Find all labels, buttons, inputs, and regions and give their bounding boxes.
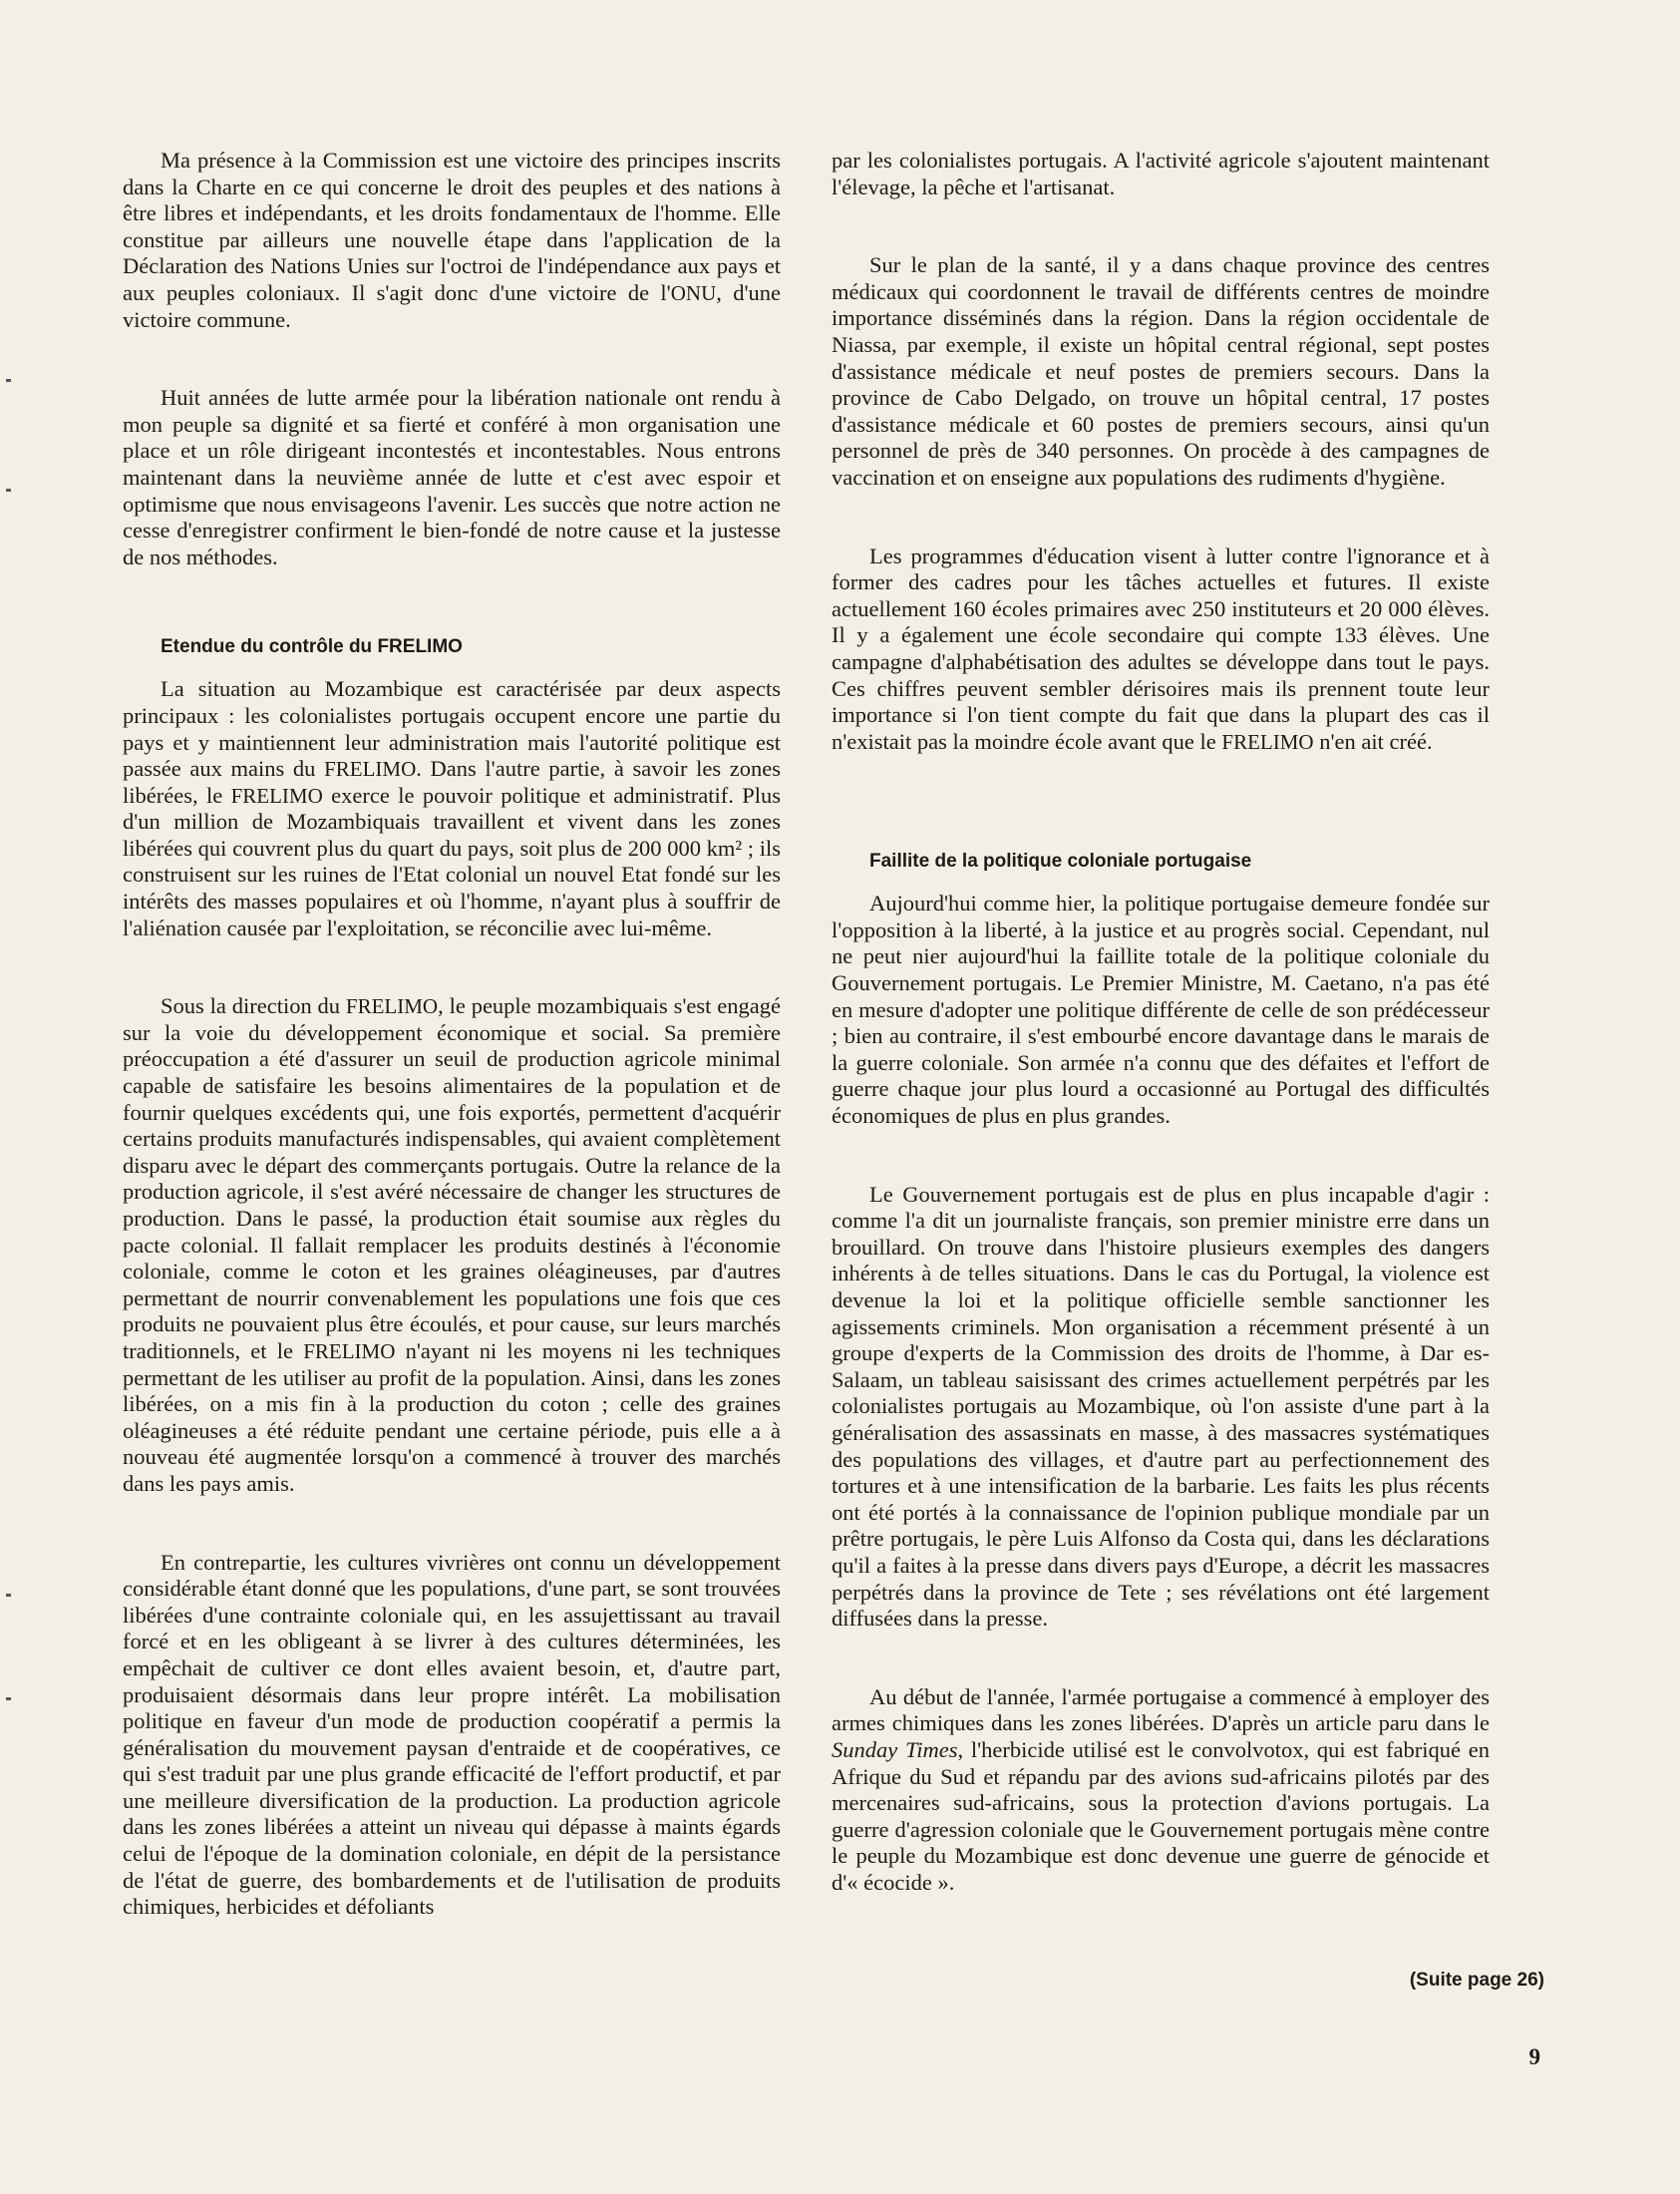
paragraph: Sur le plan de la santé, il y a dans chaque province des centres médicaux qui coordonnent le travail de différents centres de moindre importance disséminés dans la région. Dans la région occidentale de Niassa, par exemple, il existe un hôpital central régional, sept postes d'assistance médicale et neuf postes de premiers secours. Dans la province de Cabo Delgado, on trouve un hôpital central, 17 postes d'assistance médicale et 60 postes de premiers secours, ainsi qu'un personnel de près de 340 personnes. On procède à des campagnes de vaccination et on enseigne aux populations des rudiments d'hygiène.: [832, 252, 1490, 490]
paragraph: En contrepartie, les cultures vivrières ont connu un développement considérable étant donné que les populations, d'une part, se sont trouvées libérées d'une contrainte coloniale qui, en les assujettissant au travail forcé et en les obligeant à se livrer à des cultures déterminées, les empêchait de cultiver ce dont elles avaient besoin, et, d'autre part, produisaient désormais dans leur propre intérêt. La mobilisation politique en faveur d'un mode de production coopératif a permis la généralisation du mouvement paysan d'entraide et de coopératives, ce qui s'est traduit par une plus grande efficacité de l'effort productif, et par une meilleure diversification de la production. La production agricole dans les zones libérées a atteint un niveau qui dépasse à maints égards celui de l'époque de la domination coloniale, en dépit de la persistance de l'état de guerre, des bombardements et de l'utilisation de produits chimiques, herbicides et défoliants: [123, 1549, 781, 1920]
section-heading: Etendue du contrôle du FRELIMO: [161, 636, 463, 658]
paragraph: par les colonialistes portugais. A l'activité agricole s'ajoutent maintenant l'élevage, la pêche et l'artisanat.: [832, 148, 1490, 199]
abbreviation: FRELIMO: [324, 757, 417, 782]
margin-mark: [6, 489, 11, 492]
paragraph: Au début de l'année, l'armée portugaise a commencé à employer des armes chimiques dans les zones libérées. D'après un article paru dans le Sunday Times, l'herbicide utilisé est le convolvotox, qui est fabriqué en Afrique du Sud et répandu par des avions sud-africains pilotés par des mercenaires sud-africains, sous la protection d'avions portugais. La guerre d'agression coloniale que le Gouvernement portugais mène contre le peuple du Mozambique est donc devenue une guerre de génocide et d'« écocide ».: [832, 1683, 1490, 1895]
abbreviation: FRELIMO: [230, 783, 323, 808]
paragraph: Le Gouvernement portugais est de plus en plus incapable d'agir : comme l'a dit un journaliste français, son premier ministre erre dans un brouillard. On trouve dans l'histoire plusieurs exemples des dangers inhérents à de telles situations. Dans le cas du Portugal, la violence est devenue la loi et la politique officielle semble sanctionner les agissements criminels. Mon organisation a récemment présenté à un groupe d'experts de la Commission des droits de l'homme, à Dar es-Salaam, un tableau saisissant des crimes actuellement perpétrés par les colonialistes portugais au Mozambique, où l'on assiste d'une part à la généralisation des assassinats en masse, à des massacres systématiques des populations des villages, et d'autre part au perfectionnement des tortures et à une intensification de la barbarie. Les faits les plus récents ont été portés à la connaissance de l'opinion publique mondiale par un prêtre portugais, le père Luis Alfonso da Costa qui, dans les déclarations qu'il a faites à la presse dans divers pays d'Europe, a décrit les massacres perpétrés dans la province de Tete ; ses révélations ont été largement diffusées dans la presse.: [832, 1181, 1490, 1632]
margin-mark: [6, 379, 11, 382]
left-column: [123, 148, 781, 1921]
continuation-note: (Suite page 26): [1409, 1970, 1544, 1991]
section-heading: Faillite de la politique coloniale portugaise: [869, 851, 1252, 873]
abbreviation: FRELIMO: [303, 1338, 396, 1363]
margin-mark: [6, 1594, 11, 1597]
right-column: [832, 148, 1490, 1896]
margin-mark: [6, 1697, 11, 1700]
paragraph: Sous la direction du FRELIMO, le peuple mozambiquais s'est engagé sur la voie du développement économique et social. Sa première préoccupation a été d'assurer un seuil de production agricole minimal capable de satisfaire les besoins alimentaires de la population et de fournir quelques excédents qui, une fois exportés, permettent d'acquérir certains produits manufacturés indispensables, qui avaient complètement disparu avec le départ des commerçants portugais. Outre la relance de la production agricole, il s'est avéré nécessaire de changer les structures de production. Dans le passé, la production était soumise aux règles du pacte colonial. Il fallait remplacer les produits destinés à l'économie coloniale, comme le coton et les graines oléagineuses, par d'autres permettant de nourrir convenablement les populations une fois que ces produits ne pouvaient plus être écoulés, et pour cause, sur leurs marchés traditionnels, et le FRELIMO n'ayant ni les moyens ni les techniques permettant de les utiliser au profit de la population. Ainsi, dans les zones libérées, on a mis fin à la production du coton ; celle des graines oléagineuses a été réduite pendant une certaine période, puis elle a à nouveau été augmentée lorsqu'on a commencé à trouver des marchés dans les pays amis.: [123, 993, 781, 1496]
paragraph: Ma présence à la Commission est une victoire des principes inscrits dans la Charte en ce qui concerne le droit des peuples et des nations à être libres et indépendants, et les droits fondamentaux de l'homme. Elle constitue par ailleurs une nouvelle étape dans l'application de la Déclaration des Nations Unies sur l'octroi de l'indépendance aux pays et aux peuples coloniaux. Il s'agit donc d'une victoire de l'ONU, d'une victoire commune.: [123, 148, 781, 332]
paragraph: Aujourd'hui comme hier, la politique portugaise demeure fondée sur l'opposition à la liberté, à la justice et au progrès social. Cependant, nul ne peut nier aujourd'hui la faillite totale de la politique coloniale du Gouvernement portugais. Le Premier Ministre, M. Caetano, n'a pas été en mesure d'adopter une politique différente de celle de son prédécesseur ; bien au contraire, il s'est embourbé encore davantage dans le marais de la guerre coloniale. Son armée n'a connu que des défaites et l'effort de guerre chaque jour plus lourd a occasionné au Portugal des difficultés économiques de plus en plus grandes.: [832, 891, 1490, 1129]
publication-title: Sunday Times: [832, 1736, 958, 1762]
abbreviation: ONU: [670, 280, 717, 305]
paragraph: La situation au Mozambique est caractérisée par deux aspects principaux : les colonialistes portugais occupent encore une partie du pays et y maintiennent leur administration mais l'autorité politique est passée aux mains du FRELIMO. Dans l'autre partie, à savoir les zones libérées, le FRELIMO exerce le pouvoir politique et administratif. Plus d'un million de Mozambiquais travaillent et vivent dans les zones libérées qui couvrent plus du quart du pays, soit plus de 200 000 km² ; ils construisent sur les ruines de l'Etat colonial un nouvel Etat fondé sur les intérêts des masses populaires et où l'homme, n'ayant plus à souffrir de l'aliénation causée par l'exploitation, se réconcilie avec lui-même.: [123, 676, 781, 940]
page-number: 9: [1528, 2044, 1540, 2069]
abbreviation: FRELIMO: [1221, 729, 1314, 754]
paragraph: Huit années de lutte armée pour la libération nationale ont rendu à mon peuple sa dignité et sa fierté et conféré à mon organisation une place et un rôle dirigeant incontestés et incontestables. Nous entrons maintenant dans la neuvième année de lutte et c'est avec espoir et optimisme que nous envisageons l'avenir. Les succès que notre action ne cesse d'enregistrer confirment le bien-fondé de notre cause et la justesse de nos méthodes.: [123, 385, 781, 569]
abbreviation: FRELIMO: [345, 994, 439, 1019]
paragraph: Les programmes d'éducation visent à lutter contre l'ignorance et à former des cadres pour les tâches actuelles et futures. Il existe actuellement 160 écoles primaires avec 250 instituteurs et 20 000 élèves. Il y a également une école secondaire qui compte 133 élèves. Une campagne d'alphabétisation des adultes se développe dans tout le pays. Ces chiffres peuvent sembler dérisoires mais ils prennent toute leur importance si l'on tient compte du fait que dans la plupart des cas il n'existait pas la moindre école avant que le FRELIMO n'en ait créé.: [832, 543, 1490, 754]
